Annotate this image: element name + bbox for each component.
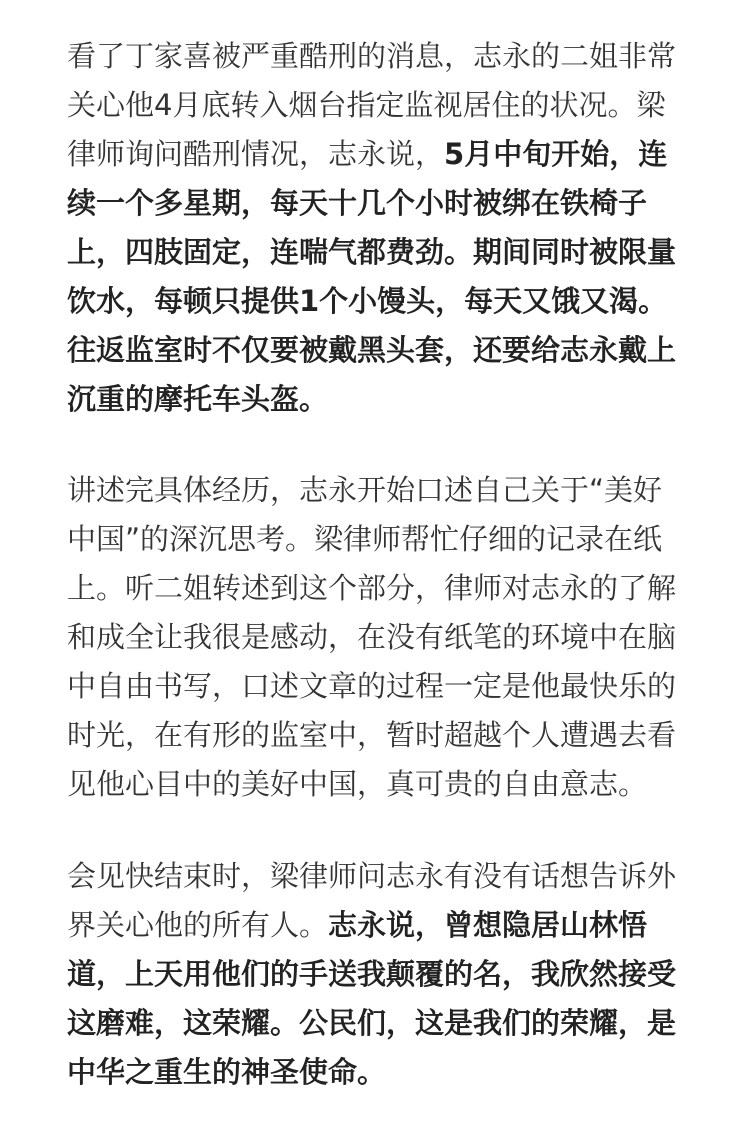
paragraph-3-bold-text: 志永说，曾想隐居山林悟道，上天用他们的手送我颠覆的名，我欣然接受这磨难，这荣耀。公民们，这是我们的荣耀，是中华之重生的神圣使命。 — [67, 908, 677, 1089]
paragraph-1-bold-text: 5月中旬开始，连续一个多星期，每天十几个小时被绑在铁椅子上，四肢固定，连喘气都费劲。期间同时被限量饮水，每顿只提供1个小馒头，每天又饿又渴。往返监室时不仅要被戴黑头套，还要给志永戴上沉重的摩托车头盔。 — [67, 137, 677, 416]
paragraph-3-text: 会见快结束时，梁律师问志永有没有话想告诉外界关心他的所有人。 — [67, 859, 677, 942]
paragraph-2 — [67, 466, 687, 809]
paragraph-1-text: 看了丁家喜被严重酷刑的消息，志永的二姐非常关心他4月底转入烟台指定监视居住的状况。梁律师询问酷刑情况，志永说， — [67, 39, 677, 171]
paragraph-1 — [67, 32, 687, 424]
paragraph-2-text: 讲述完具体经历，志永开始口述自己关于“美好中国”的深沉思考。梁律师帮忙仔细的记录在纸上。听二姐转述到这个部分，律师对志永的了解和成全让我很是感动，在没有纸笔的环境中在脑中自由书写，口述文章的过程一定是他最快乐的时光，在有形的监室中，暂时超越个人遭遇去看见他心目中的美好中国，真可贵的自由意志。 — [67, 473, 677, 801]
paragraph-3 — [67, 852, 687, 1097]
